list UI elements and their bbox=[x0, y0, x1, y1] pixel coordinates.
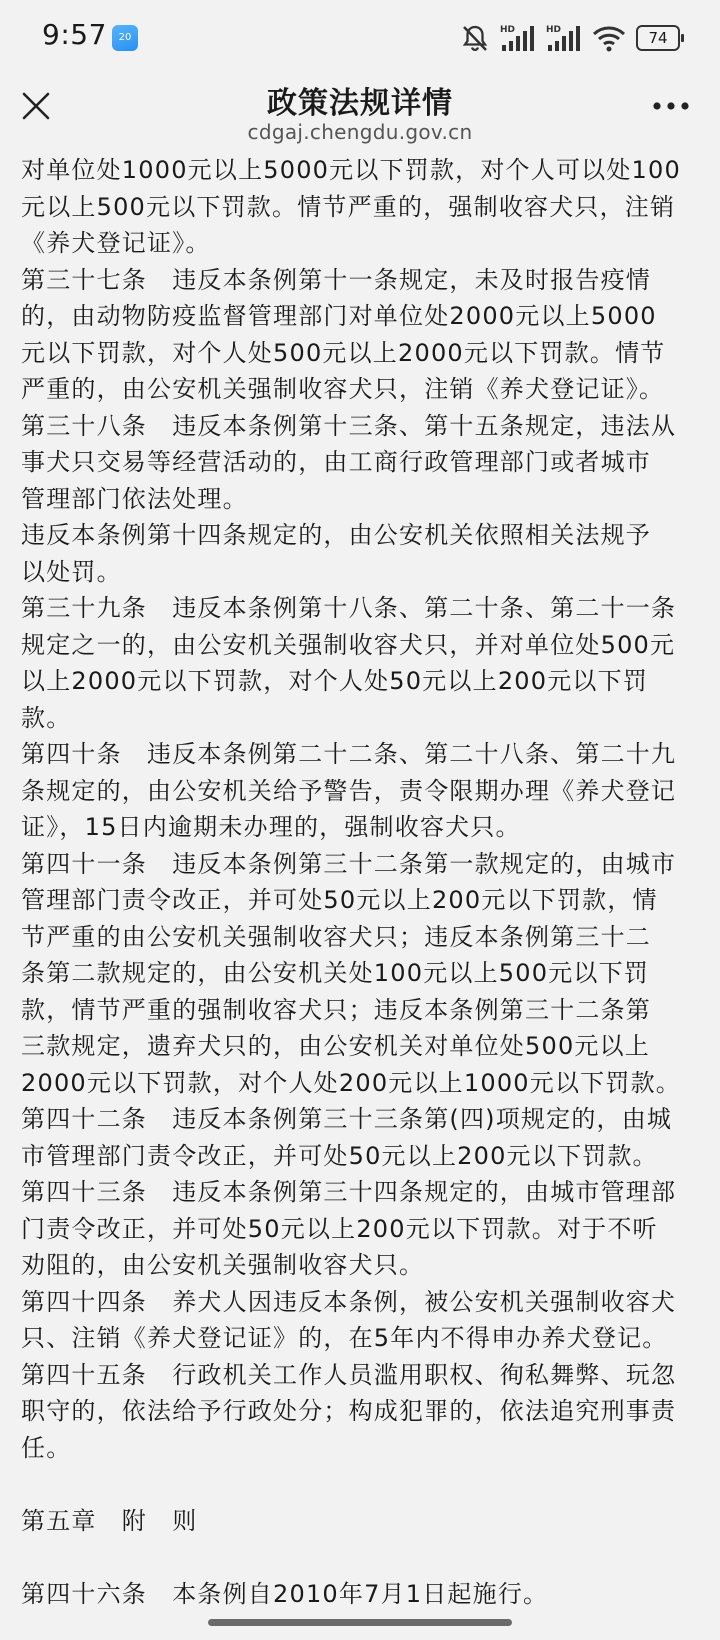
battery-icon: 74 bbox=[636, 25, 680, 51]
page-domain: cdgaj.chengdu.gov.cn bbox=[247, 120, 473, 144]
blank-line bbox=[21, 1466, 705, 1503]
signal-hd-icon-2 bbox=[546, 23, 582, 53]
title-bar bbox=[0, 76, 720, 152]
article-line: 《养犬登记证》。 bbox=[21, 229, 211, 257]
article-line: 的，由动物防疫监督管理部门对单位处2000元以上5000 bbox=[21, 302, 657, 330]
article-line: 第四十二条 违反本条例第三十三条第(四)项规定的，由城 bbox=[21, 1105, 673, 1133]
mute-bell-icon bbox=[460, 23, 490, 53]
article-line: 第四十五条 行政机关工作人员滥用职权、徇私舞弊、玩忽 bbox=[21, 1360, 677, 1389]
article-line: 款。 bbox=[21, 703, 72, 732]
article-line: 条第二款规定的，由公安机关处100元以上500元以下罚 bbox=[21, 959, 650, 987]
article-line: 劝阻的，由公安机关强制收容犬只。 bbox=[21, 1251, 425, 1279]
wifi-icon bbox=[592, 24, 626, 52]
home-indicator[interactable] bbox=[208, 1619, 512, 1626]
weather-app-icon: 20 bbox=[112, 25, 138, 51]
article-line: 三款规定，遗弃犬只的，由公安机关对单位处500元以上 bbox=[21, 1032, 651, 1060]
article-line: 元以下罚款，对个人处500元以上2000元以下罚款。情节 bbox=[21, 338, 666, 367]
article-line: 第三十九条 违反本条例第十八条、第二十条、第二十一条 bbox=[21, 594, 677, 622]
article-line: 第四十条 违反本条例第二十二条、第二十八条、第二十九 bbox=[21, 740, 677, 768]
article-line: 第三十七条 违反本条例第十一条规定，未及时报告疫情 bbox=[21, 265, 651, 294]
article-line: 管理部门依法处理。 bbox=[21, 484, 248, 513]
article-line: 规定之一的，由公安机关强制收容犬只，并对单位处500元 bbox=[21, 630, 676, 659]
article-body bbox=[21, 152, 705, 1612]
page-title: 政策法规详情 bbox=[267, 86, 453, 121]
article-line: 管理部门责令改正，并可处50元以上200元以下罚款，情 bbox=[21, 886, 658, 914]
article-line: 第四十一条 违反本条例第三十二条第一款规定的，由城市 bbox=[21, 849, 677, 878]
blank-line bbox=[21, 1539, 705, 1576]
article-line: 证》，15日内逾期未办理的，强制收容犬只。 bbox=[21, 813, 521, 841]
article-line: 任。 bbox=[21, 1433, 72, 1462]
article-line: 以上2000元以下罚款，对个人处50元以上200元以下罚 bbox=[21, 667, 649, 695]
article-line: 以处罚。 bbox=[21, 557, 122, 586]
article-line: 2000元以下罚款，对个人处200元以上1000元以下罚款。 bbox=[21, 1068, 681, 1097]
article-line: 门责令改正，并可处50元以上200元以下罚款。对于不听 bbox=[21, 1214, 658, 1243]
more-options-icon[interactable] bbox=[652, 96, 690, 116]
article-line: 对单位处1000元以上5000元以下罚款，对个人可以处100 bbox=[21, 156, 681, 184]
article-line: 第三十八条 违反本条例第十三条、第十五条规定，违法从 bbox=[21, 411, 677, 440]
article-line: 第四十六条 本条例自2010年7月1日起施行。 bbox=[21, 1579, 549, 1608]
status-time: 9:57 bbox=[42, 18, 107, 51]
system-icons bbox=[460, 20, 680, 56]
article-line: 第四十四条 养犬人因违反本条例，被公安机关强制收容犬 bbox=[21, 1287, 677, 1316]
article-line: 事犬只交易等经营活动的，由工商行政管理部门或者城市 bbox=[21, 448, 651, 476]
article-line: 节严重的由公安机关强制收容犬只；违反本条例第三十二 bbox=[21, 922, 651, 951]
article-line: 元以上500元以下罚款。情节严重的，强制收容犬只，注销 bbox=[21, 192, 676, 221]
article-line: 条规定的，由公安机关给予警告，责令限期办理《养犬登记 bbox=[21, 776, 677, 805]
article-line: 职守的，依法给予行政处分；构成犯罪的，依法追究刑事责 bbox=[21, 1397, 677, 1425]
article-line: 市管理部门责令改正，并可处50元以上200元以下罚款。 bbox=[21, 1141, 658, 1170]
article-line: 第五章 附 则 bbox=[21, 1506, 198, 1535]
svg-text:HD: HD bbox=[546, 25, 562, 35]
article-line: 第四十三条 违反本条例第三十四条规定的，由城市管理部 bbox=[21, 1178, 677, 1206]
article-line: 只、注销《养犬登记证》的，在5年内不得申办养犬登记。 bbox=[21, 1324, 668, 1352]
status-bar bbox=[0, 0, 720, 76]
article-line: 严重的，由公安机关强制收容犬只，注销《养犬登记证》。 bbox=[21, 375, 665, 403]
signal-hd-icon bbox=[500, 23, 536, 53]
article-line: 违反本条例第十四条规定的，由公安机关依照相关法规予 bbox=[21, 521, 651, 549]
article-line: 款，情节严重的强制收容犬只；违反本条例第三十二条第 bbox=[21, 995, 651, 1024]
svg-text:HD: HD bbox=[500, 25, 516, 35]
